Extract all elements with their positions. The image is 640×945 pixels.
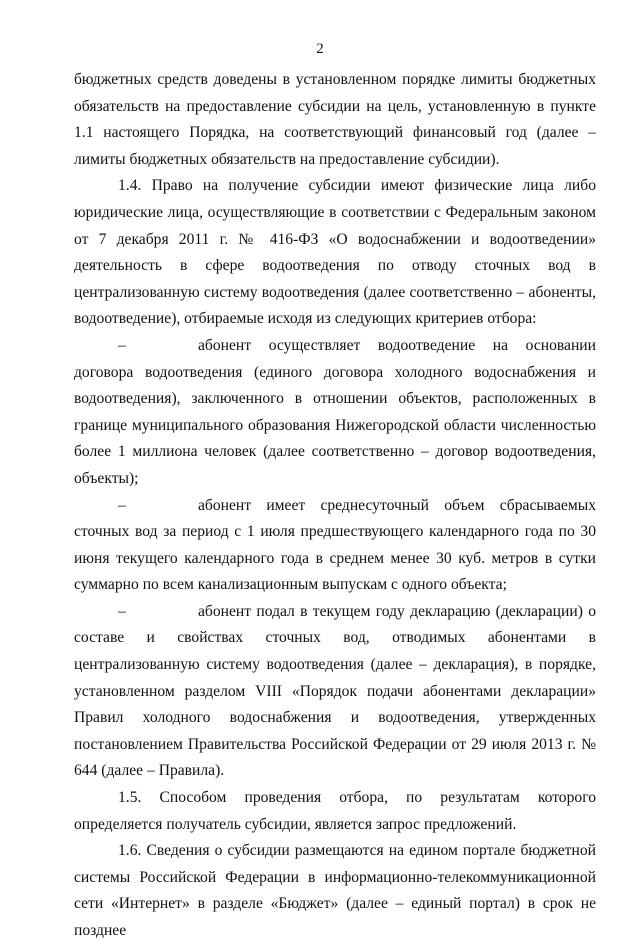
list-item-text: абонент осуществляет водоотведение на основании договора водоотведения (единого договора холодного водоснабжения и водоотведения), заключенного в отношении объектов, расположенных в границе муниципального образования Нижегородской области численностью более 1 миллиона человек (далее соответственно – договор водоотведения, объекты); bbox=[74, 336, 596, 487]
list-item-criterion-2 bbox=[74, 493, 596, 599]
list-item-text: абонент имеет среднесуточный объем сбрасываемых сточных вод за период с 1 июля предшествующего календарного года по 30 июня текущего календарного года в среднем менее 30 куб. метров в сутки суммарно по всем канализационным выпускам с одного объекта; bbox=[74, 496, 596, 594]
paragraph-1-5 bbox=[74, 785, 596, 838]
document-body bbox=[74, 67, 596, 945]
page-number: 2 bbox=[316, 41, 324, 57]
paragraph-text: 1.4. Право на получение субсидии имеют физические лица либо юридические лица, осуществляющие в соответствии с Федеральным законом от 7 декабря 2011 г. № 416-ФЗ «О водоснабжении и водоотведении» деятельность в сфере водоотведения по отводу сточных вод в централизованную систему водоотведения (далее соответственно – абоненты, водоотведение), отбираемые исходя из следующих критериев отбора: bbox=[74, 177, 596, 328]
dash-marker: – bbox=[118, 336, 126, 354]
paragraph-1-6 bbox=[74, 838, 596, 944]
paragraph-text: 1.6. Сведения о субсидии размещаются на едином портале бюджетной системы Российской Федерации в информационно-телекоммуникационной сети «Интернет» в разделе «Бюджет» (далее – единый портал) в срок не позднее bbox=[74, 842, 596, 939]
dash-marker: – bbox=[118, 602, 126, 620]
paragraph-text: 1.5. Способом проведения отбора, по результатам которого определяется получатель субсидии, является запрос предложений. bbox=[74, 789, 596, 833]
list-item-criterion-3 bbox=[74, 599, 596, 785]
list-item-text: абонент подал в текущем году декларацию (декларации) о составе и свойствах сточных вод, отводимых абонентами в централизованную систему водоотведения (далее – декларация), в порядке, установленном разделом VIII «Порядок подачи абонентами декларации» Правил холодного водоснабжения и водоотведения, утвержденных постановлением Правительства Российской Федерации от 29 июля 2013 г. № 644 (далее – Правила). bbox=[74, 602, 596, 780]
paragraph-budget-limits bbox=[74, 67, 596, 173]
paragraph-text: бюджетных средств доведены в установленном порядке лимиты бюджетных обязательств на предоставление субсидии на цель, установленную в пункте 1.1 настоящего Порядка, на соответствующий финансовый год (далее – лимиты бюджетных обязательств на предоставление субсидии). bbox=[74, 71, 596, 168]
dash-marker: – bbox=[118, 496, 126, 514]
list-item-criterion-1 bbox=[74, 333, 596, 493]
paragraph-1-4 bbox=[74, 173, 596, 333]
